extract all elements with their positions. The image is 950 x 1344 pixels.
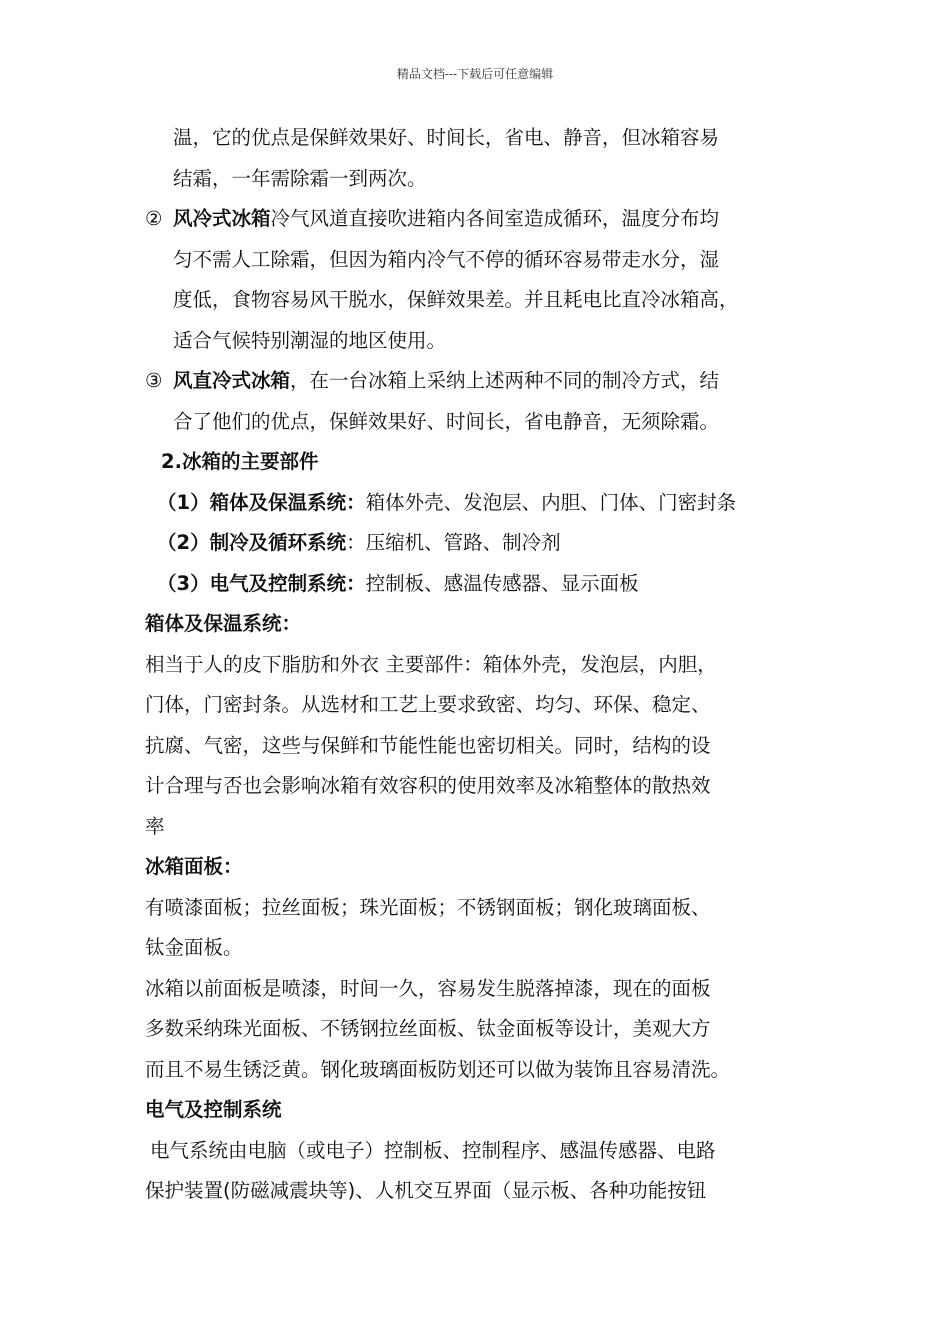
parts-label: （1）箱体及保温系统：: [157, 490, 366, 514]
paragraph-line: 而且不易生锈泛黄。钢化玻璃面板防划还可以做为装饰且容易清洗。: [145, 1057, 731, 1081]
term-label: 风冷式冰箱: [173, 207, 271, 230]
parts-item: [145, 483, 825, 524]
paragraph-line: 适合气候特别潮湿的地区使用。: [173, 328, 447, 352]
paragraph-line: 温，它的优点是保鲜效果好、时间长，省电、静音，但冰箱容易: [173, 126, 720, 149]
list-item-hybrid: [145, 361, 825, 402]
paragraph-line: 保护装置(防磁减震块等)、人机交互界面（显示板、各种功能按钮: [145, 1179, 707, 1202]
paragraph-line: 门体，门密封条。从选材和工艺上要求致密、均匀、环保、稳定、: [145, 693, 711, 716]
paragraph-line: 率: [145, 814, 165, 838]
paragraph-line: 度低，食物容易风干脱水，保鲜效果差。并且耗电比直冷冰箱高，: [173, 288, 739, 311]
paragraph-line: 电气系统由电脑（或电子）控制板、控制程序、感温传感器、电路: [150, 1138, 716, 1162]
paragraph-line: 合了他们的优点，保鲜效果好、时间长，省电静音，无须除霜。: [173, 409, 720, 433]
list-marker: ②: [145, 207, 163, 230]
parts-text: ：压缩机、管路、制冷剂: [346, 531, 561, 554]
paragraph-text: ，在一台冰箱上采纳上述两种不同的制冷方式，结: [290, 369, 720, 392]
parts-item: [145, 564, 825, 605]
paragraph-line: 多数采纳珠光面板、不锈钢拉丝面板、钛金面板等设计，美观大方: [145, 1017, 711, 1040]
paragraph-line: 相当于人的皮下脂肪和外衣 主要部件：箱体外壳，发泡层，内胆，: [145, 652, 717, 676]
parts-label: （3）电气及控制系统：: [157, 571, 366, 595]
paragraph-line: 匀不需人工除霜，但因为箱内冷气不停的循环容易带走水分，湿: [173, 247, 720, 271]
paragraph-line: 钛金面板。: [145, 936, 243, 959]
paragraph-line: 有喷漆面板；拉丝面板；珠光面板；不锈钢面板；钢化玻璃面板、: [145, 895, 711, 919]
paragraph-line: 计合理与否也会影响冰箱有效容积的使用效率及冰箱整体的散热效: [145, 774, 711, 797]
document-body: [145, 118, 825, 1212]
section-heading: 电气及控制系统: [145, 1098, 282, 1121]
paragraph-line: 结霜，一年需除霜一到两次。: [173, 166, 427, 190]
section-heading: 冰箱面板：: [145, 855, 243, 878]
page-header: 精品文档---下载后可任意编辑: [396, 67, 554, 81]
list-item-air-cooled: [145, 199, 825, 240]
paragraph-line: 冰箱以前面板是喷漆，时间一久，容易发生脱落掉漆，现在的面板: [145, 976, 711, 1000]
section-heading: 2.冰箱的主要部件: [161, 450, 319, 473]
parts-text: 箱体外壳、发泡层、内胆、门体、门密封条: [365, 490, 737, 514]
parts-label: （2）制冷及循环系统: [157, 531, 347, 554]
section-heading: 箱体及保温系统：: [145, 612, 302, 635]
term-label: 风直冷式冰箱: [173, 369, 291, 392]
paragraph-line: 抗腐、气密，这些与保鲜和节能性能也密切相关。同时，结构的设: [145, 733, 711, 757]
paragraph-text: 冷气风道直接吹进箱内各间室造成循环，温度分布均: [270, 207, 720, 230]
parts-item: [145, 523, 825, 564]
parts-text: 控制板、感温传感器、显示面板: [365, 571, 639, 595]
list-marker: ③: [145, 369, 163, 392]
